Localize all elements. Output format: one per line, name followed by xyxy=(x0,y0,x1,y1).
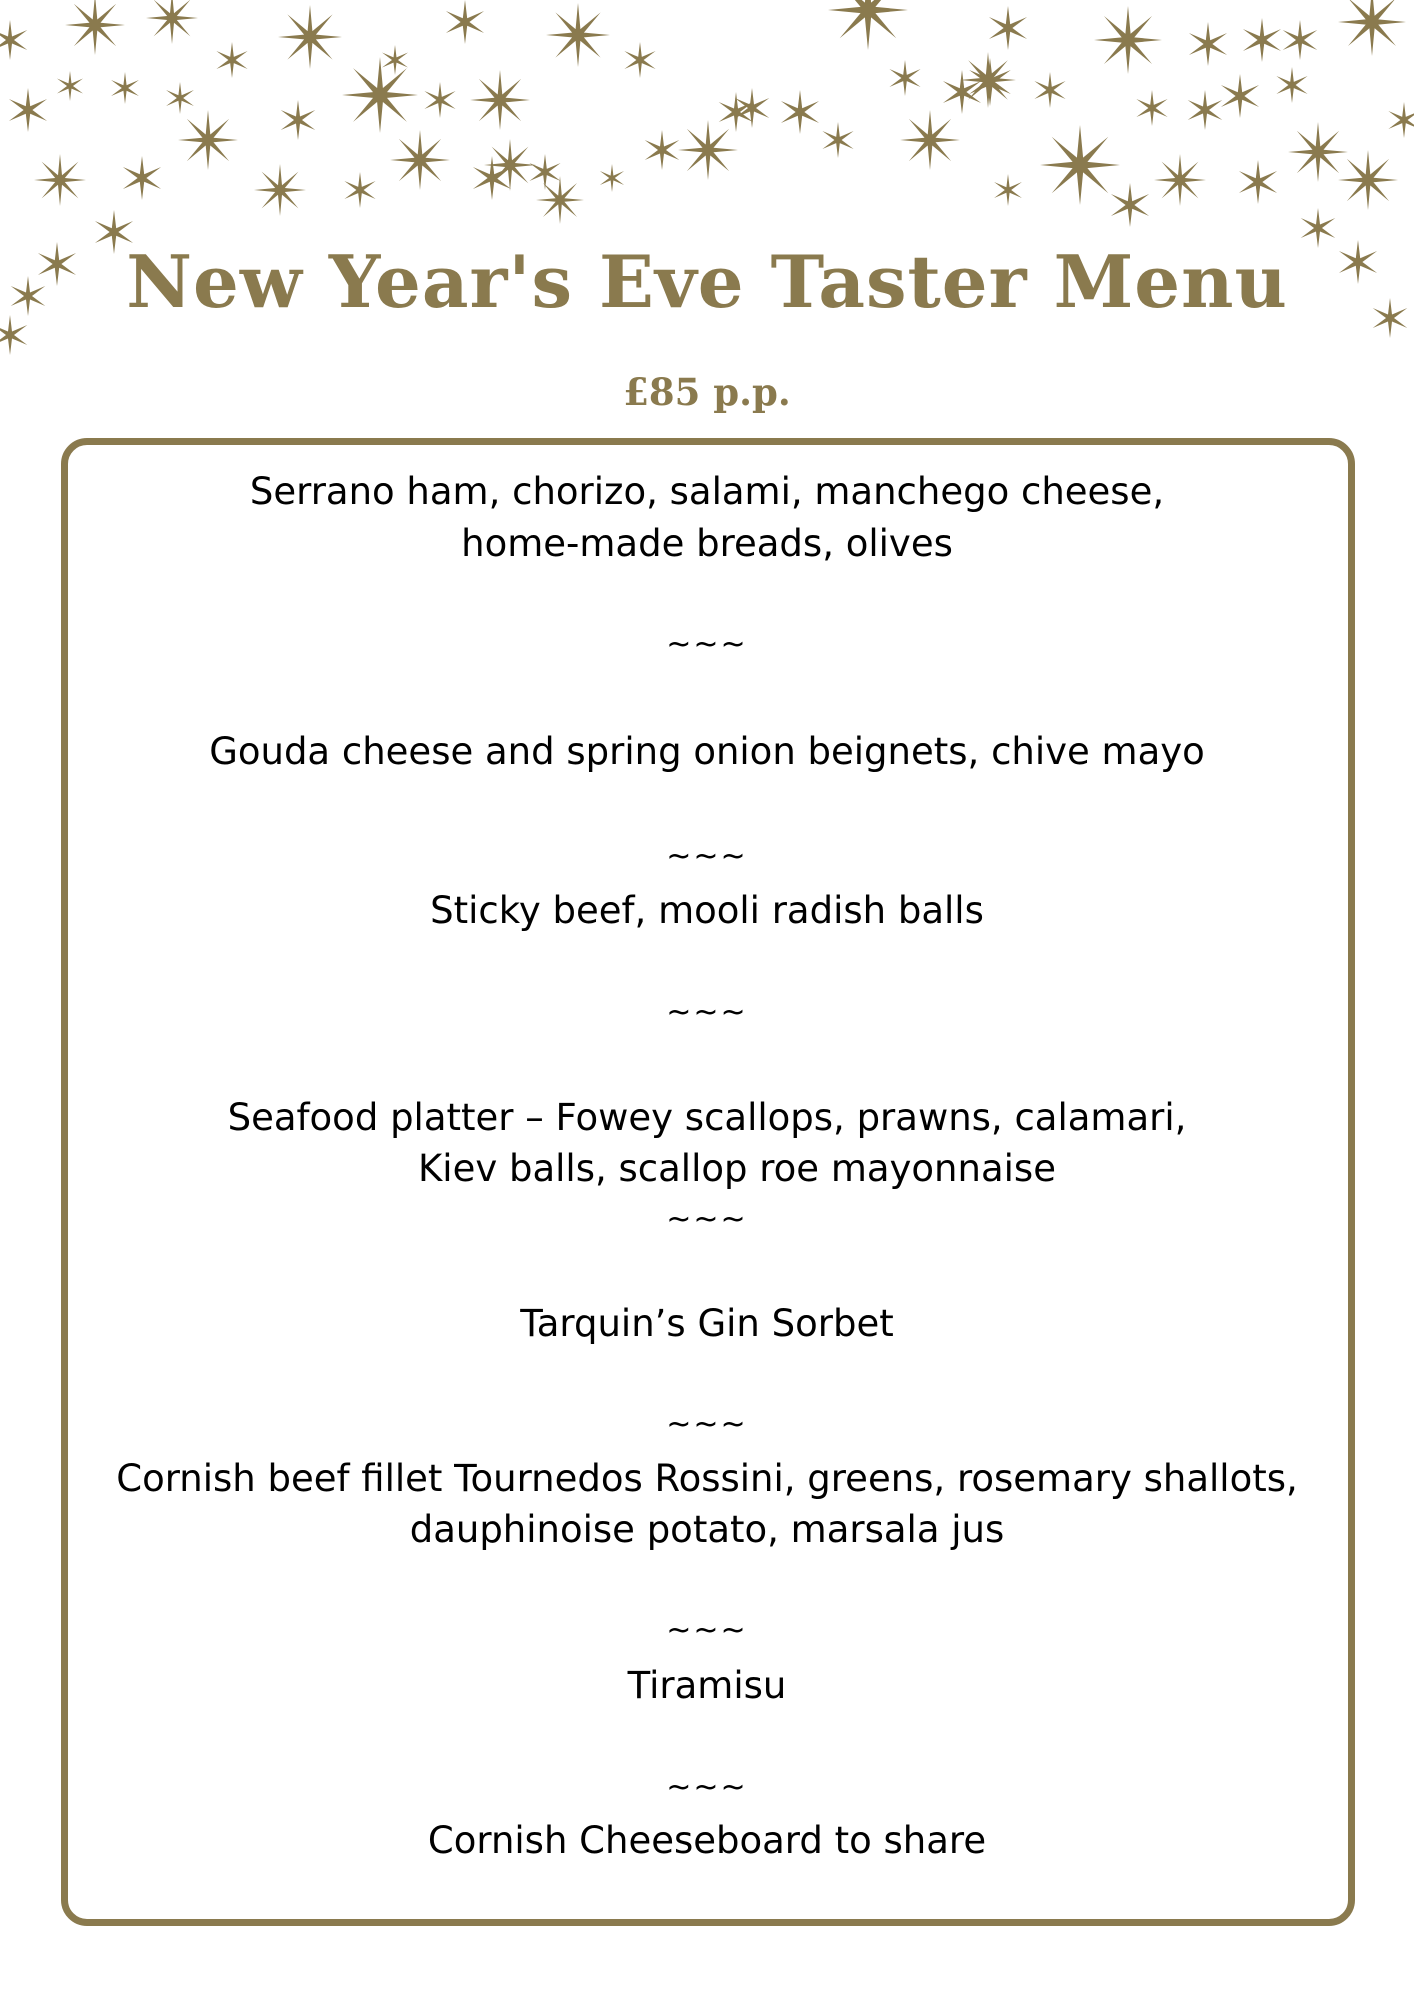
star-icon xyxy=(645,130,680,170)
star-icon xyxy=(889,60,920,96)
star-icon xyxy=(1188,90,1223,130)
course-1-line-1: Serrano ham, chorizo, salami, manchego cheese, xyxy=(249,470,1165,513)
star-icon xyxy=(278,5,342,69)
star-icon xyxy=(1111,183,1149,227)
star-icon xyxy=(1136,90,1167,126)
star-icon xyxy=(1221,74,1259,118)
star-icon xyxy=(822,122,853,158)
star-icon xyxy=(960,52,1016,108)
star-icon xyxy=(1243,18,1281,62)
course-6-line-2: dauphinoise potato, marsala jus xyxy=(409,1508,1005,1551)
course-6-line-1: Cornish beef fillet Tournedos Rossini, greens, rosemary shallots, xyxy=(116,1457,1298,1500)
course-5-line-1: Tarquin’s Gin Sorbet xyxy=(520,1302,894,1345)
star-icon xyxy=(1288,122,1348,182)
star-icon xyxy=(0,20,27,60)
course-7-line-1: Tiramisu xyxy=(627,1664,787,1707)
star-icon xyxy=(994,174,1022,206)
star-icon xyxy=(470,70,530,130)
course-1-line-2: home-made breads, olives xyxy=(461,522,953,565)
course-4-line-2: Kiev balls, scallop roe mayonnaise xyxy=(418,1147,1056,1190)
star-icon xyxy=(65,0,125,55)
star-icon xyxy=(57,71,83,101)
star-icon xyxy=(900,110,960,170)
course-3-line-1: Sticky beef, mooli radish balls xyxy=(430,889,984,932)
star-icon xyxy=(1094,6,1162,74)
star-icon xyxy=(166,82,194,114)
star-icon xyxy=(178,110,238,170)
star-icon xyxy=(600,164,624,192)
star-icon xyxy=(1276,67,1307,103)
star-icon xyxy=(446,0,484,44)
course-4-line-1: Seafood platter – Fowey scallops, prawns, calamari, xyxy=(227,1096,1187,1139)
price-per-person: £85 p.p. xyxy=(623,370,791,414)
star-icon xyxy=(390,130,450,190)
star-icon xyxy=(123,156,161,200)
star-icon xyxy=(344,172,375,208)
page-title: New Year's Eve Taster Menu xyxy=(126,239,1288,324)
star-icon xyxy=(781,90,819,134)
course-separator: ~~~ xyxy=(666,1770,748,1805)
star-icon xyxy=(1338,0,1406,56)
star-icon xyxy=(111,72,139,104)
star-icon xyxy=(342,57,418,133)
course-2-line-1: Gouda cheese and spring onion beignets, chive mayo xyxy=(209,730,1205,773)
star-icon xyxy=(678,120,738,180)
star-icon xyxy=(828,0,908,50)
star-icon xyxy=(546,3,610,67)
star-icon xyxy=(1338,150,1398,210)
star-icon xyxy=(1239,160,1277,204)
star-icon xyxy=(1189,22,1227,66)
course-separator: ~~~ xyxy=(666,995,748,1030)
star-icon xyxy=(281,100,316,140)
course-separator: ~~~ xyxy=(666,1613,748,1648)
star-icon xyxy=(1034,72,1065,108)
star-icon xyxy=(989,6,1027,50)
course-separator: ~~~ xyxy=(666,1407,748,1442)
star-icon xyxy=(529,154,560,190)
star-icon xyxy=(424,82,455,118)
course-separator: ~~~ xyxy=(666,1202,748,1237)
star-icon xyxy=(1283,20,1318,60)
course-separator: ~~~ xyxy=(666,627,748,662)
star-icon xyxy=(254,164,306,216)
star-icon xyxy=(1040,125,1120,205)
star-icon xyxy=(624,42,655,78)
star-icon xyxy=(1388,102,1414,138)
star-icon xyxy=(216,42,247,78)
star-icon xyxy=(34,154,86,206)
star-icon xyxy=(1154,154,1206,206)
star-icon xyxy=(146,0,198,44)
star-icon xyxy=(536,176,584,224)
course-8-line-1: Cornish Cheeseboard to share xyxy=(427,1819,987,1862)
course-separator: ~~~ xyxy=(666,839,748,874)
star-icon xyxy=(9,88,47,132)
